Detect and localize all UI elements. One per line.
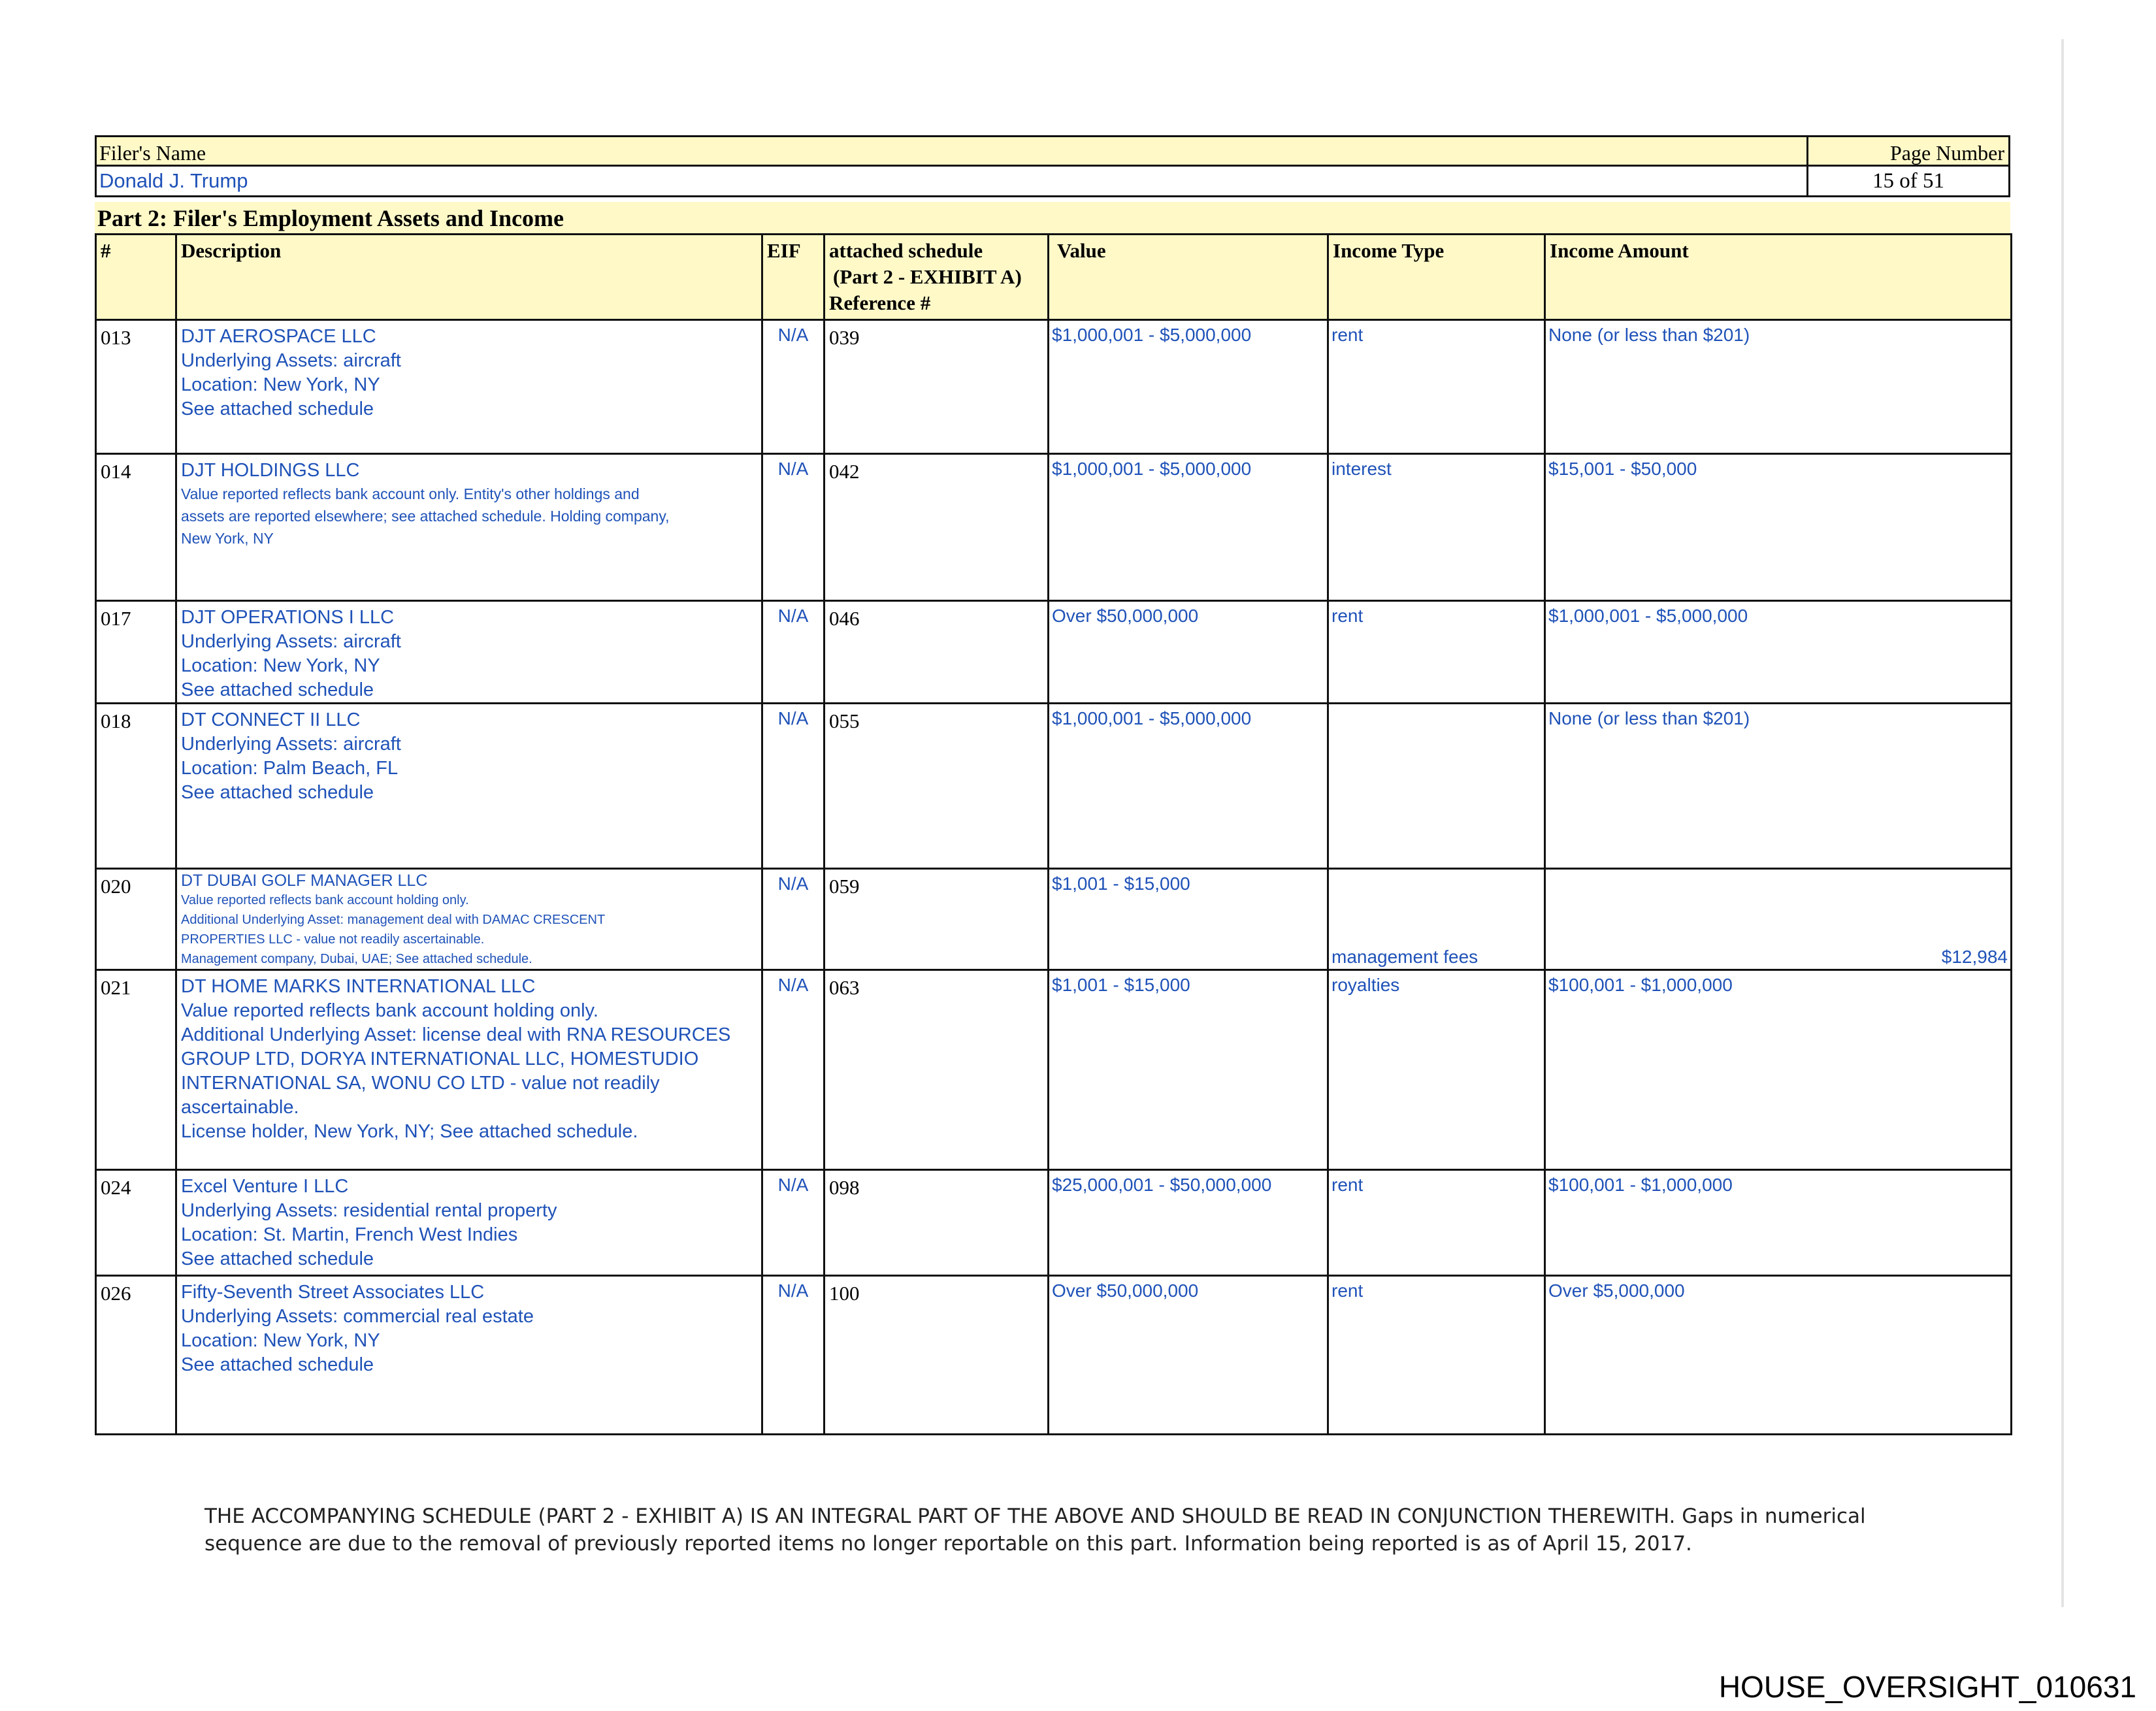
row-value: $25,000,001 - $50,000,000 — [1049, 1170, 1328, 1276]
row-number: 026 — [96, 1276, 176, 1435]
footer-line1: THE ACCOMPANYING SCHEDULE (PART 2 - EXHIBIT A) IS AN INTEGRAL PART OF THE ABOVE AND SHOULD BE READ IN CONJUNCTION THEREWITH. Gaps in numerical — [204, 1505, 1866, 1528]
row-eif: N/A — [762, 1170, 825, 1276]
desc-line: See attached schedule — [181, 1354, 374, 1375]
col-header-ref-line2: (Part 2 - EXHIBIT A) — [833, 265, 1022, 288]
desc-line: Underlying Assets: aircraft — [181, 734, 401, 755]
asset-name: DJT HOLDINGS LLC — [181, 460, 360, 481]
page-number-label: Page Number — [1808, 135, 2010, 167]
row-income-type — [1328, 704, 1545, 869]
row-income-type: royalties — [1328, 970, 1545, 1170]
desc-line: Location: St. Martin, French West Indies — [181, 1224, 518, 1245]
desc-line: New York, NY — [181, 530, 274, 547]
row-value: $1,001 - $15,000 — [1049, 869, 1328, 970]
row-description — [176, 454, 762, 601]
footer-line2: sequence are due to the removal of previously reported items no longer reportable on this part. Information being reported is as of April 15, 2017. — [204, 1532, 1692, 1556]
desc-line: Underlying Assets: commercial real estate — [181, 1306, 534, 1327]
row-income-amount: $100,001 - $1,000,000 — [1545, 970, 2012, 1170]
desc-line: Value reported reflects bank account holding only. — [181, 893, 469, 907]
desc-line: Location: New York, NY — [181, 655, 380, 676]
row-income-type-cell — [1328, 869, 1545, 970]
row-description — [176, 704, 762, 869]
row-eif: N/A — [762, 1276, 825, 1435]
row-reference: 100 — [825, 1276, 1049, 1435]
row-reference: 098 — [825, 1170, 1049, 1276]
desc-line: Management company, Dubai, UAE; See attached schedule. — [181, 952, 532, 966]
table-row — [96, 869, 2012, 970]
desc-line: Underlying Assets: aircraft — [181, 631, 401, 652]
row-value: $1,000,001 - $5,000,000 — [1049, 704, 1328, 869]
row-reference: 042 — [825, 454, 1049, 601]
row-description — [176, 970, 762, 1170]
row-income-type: rent — [1328, 1276, 1545, 1435]
row-reference: 046 — [825, 601, 1049, 704]
row-eif: N/A — [762, 970, 825, 1170]
desc-line: Value reported reflects bank account holding only. — [181, 1000, 598, 1021]
desc-line: GROUP LTD, DORYA INTERNATIONAL LLC, HOMESTUDIO — [181, 1049, 699, 1069]
asset-name: Fifty-Seventh Street Associates LLC — [181, 1282, 485, 1303]
row-income-type: interest — [1328, 454, 1545, 601]
row-income-amount: Over $5,000,000 — [1545, 1276, 2012, 1435]
desc-line: ascertainable. — [181, 1097, 299, 1118]
table-row — [96, 970, 2012, 1170]
page-number-value: 15 of 51 — [1808, 167, 2010, 197]
footer-note — [204, 1503, 1936, 1557]
row-income-amount: $12,984 — [1941, 947, 2008, 967]
row-description — [176, 1276, 762, 1435]
desc-line: Additional Underlying Asset: license deal with RNA RESOURCES — [181, 1024, 731, 1045]
scan-edge-line — [2061, 39, 2064, 1607]
table-header-row — [96, 235, 2012, 320]
col-header-ref — [825, 235, 1049, 320]
assets-table — [95, 233, 2012, 1435]
table-row — [96, 601, 2012, 704]
row-income-amount: $100,001 - $1,000,000 — [1545, 1170, 2012, 1276]
row-eif: N/A — [762, 601, 825, 704]
bates-number: HOUSE_OVERSIGHT_010631 — [1718, 1670, 2136, 1704]
col-header-ref-line3: Reference # — [829, 291, 931, 314]
desc-line: License holder, New York, NY; See attached schedule. — [181, 1121, 638, 1142]
desc-line: Underlying Assets: aircraft — [181, 350, 401, 371]
row-description — [176, 320, 762, 454]
row-eif: N/A — [762, 869, 825, 970]
row-value: Over $50,000,000 — [1049, 1276, 1328, 1435]
row-number: 024 — [96, 1170, 176, 1276]
row-income-type: rent — [1328, 1170, 1545, 1276]
row-income-type: management fees — [1331, 947, 1478, 967]
table-row — [96, 1170, 2012, 1276]
part-title: Part 2: Filer's Employment Assets and Income — [95, 202, 2010, 234]
row-reference: 063 — [825, 970, 1049, 1170]
col-header-num: # — [96, 235, 176, 320]
row-reference: 059 — [825, 869, 1049, 970]
row-income-amount: $15,001 - $50,000 — [1545, 454, 2012, 601]
row-income-amount: $1,000,001 - $5,000,000 — [1545, 601, 2012, 704]
row-description — [176, 601, 762, 704]
table-row — [96, 320, 2012, 454]
row-income-amount-cell — [1545, 869, 2012, 970]
table-row — [96, 704, 2012, 869]
desc-line: Location: New York, NY — [181, 374, 380, 395]
row-number: 017 — [96, 601, 176, 704]
desc-line: See attached schedule — [181, 679, 374, 700]
row-description — [176, 1170, 762, 1276]
row-income-type: rent — [1328, 320, 1545, 454]
row-number: 020 — [96, 869, 176, 970]
row-eif: N/A — [762, 704, 825, 869]
desc-line: assets are reported elsewhere; see attached schedule. Holding company, — [181, 508, 670, 525]
asset-name: DT HOME MARKS INTERNATIONAL LLC — [181, 976, 536, 997]
asset-name: Excel Venture I LLC — [181, 1176, 349, 1197]
row-eif: N/A — [762, 320, 825, 454]
desc-line: Location: Palm Beach, FL — [181, 758, 399, 779]
asset-name: DT CONNECT II LLC — [181, 709, 361, 730]
row-value: $1,001 - $15,000 — [1049, 970, 1328, 1170]
filer-header — [95, 135, 2010, 197]
row-reference: 055 — [825, 704, 1049, 869]
col-header-value: Value — [1049, 235, 1328, 320]
row-value: $1,000,001 - $5,000,000 — [1049, 454, 1328, 601]
desc-line: PROPERTIES LLC - value not readily ascertainable. — [181, 932, 485, 947]
desc-line: Location: New York, NY — [181, 1330, 380, 1351]
row-description — [176, 869, 762, 970]
asset-name: DJT AEROSPACE LLC — [181, 326, 376, 347]
desc-line: See attached schedule — [181, 399, 374, 419]
asset-name: DT DUBAI GOLF MANAGER LLC — [181, 872, 428, 890]
desc-line: See attached schedule — [181, 1248, 374, 1269]
row-number: 014 — [96, 454, 176, 601]
desc-line: See attached schedule — [181, 782, 374, 803]
row-income-amount: None (or less than $201) — [1545, 320, 2012, 454]
row-reference: 039 — [825, 320, 1049, 454]
desc-line: Underlying Assets: residential rental property — [181, 1200, 557, 1221]
desc-line: INTERNATIONAL SA, WONU CO LTD - value not readily — [181, 1073, 660, 1094]
col-header-description: Description — [176, 235, 762, 320]
row-number: 021 — [96, 970, 176, 1170]
row-number: 013 — [96, 320, 176, 454]
row-value: Over $50,000,000 — [1049, 601, 1328, 704]
desc-line: Value reported reflects bank account only. Entity's other holdings and — [181, 485, 640, 502]
row-value: $1,000,001 - $5,000,000 — [1049, 320, 1328, 454]
col-header-income-amount: Income Amount — [1545, 235, 2012, 320]
filer-name-value: Donald J. Trump — [95, 167, 1808, 197]
row-income-type: rent — [1328, 601, 1545, 704]
asset-name: DJT OPERATIONS I LLC — [181, 607, 395, 628]
filer-name-label: Filer's Name — [95, 135, 1808, 167]
col-header-eif: EIF — [762, 235, 825, 320]
col-header-income-type: Income Type — [1328, 235, 1545, 320]
row-number: 018 — [96, 704, 176, 869]
col-header-ref-line1: attached schedule — [829, 239, 983, 262]
table-row — [96, 1276, 2012, 1435]
row-eif: N/A — [762, 454, 825, 601]
desc-line: Additional Underlying Asset: management deal with DAMAC CRESCENT — [181, 913, 606, 927]
table-row — [96, 454, 2012, 601]
row-income-amount: None (or less than $201) — [1545, 704, 2012, 869]
